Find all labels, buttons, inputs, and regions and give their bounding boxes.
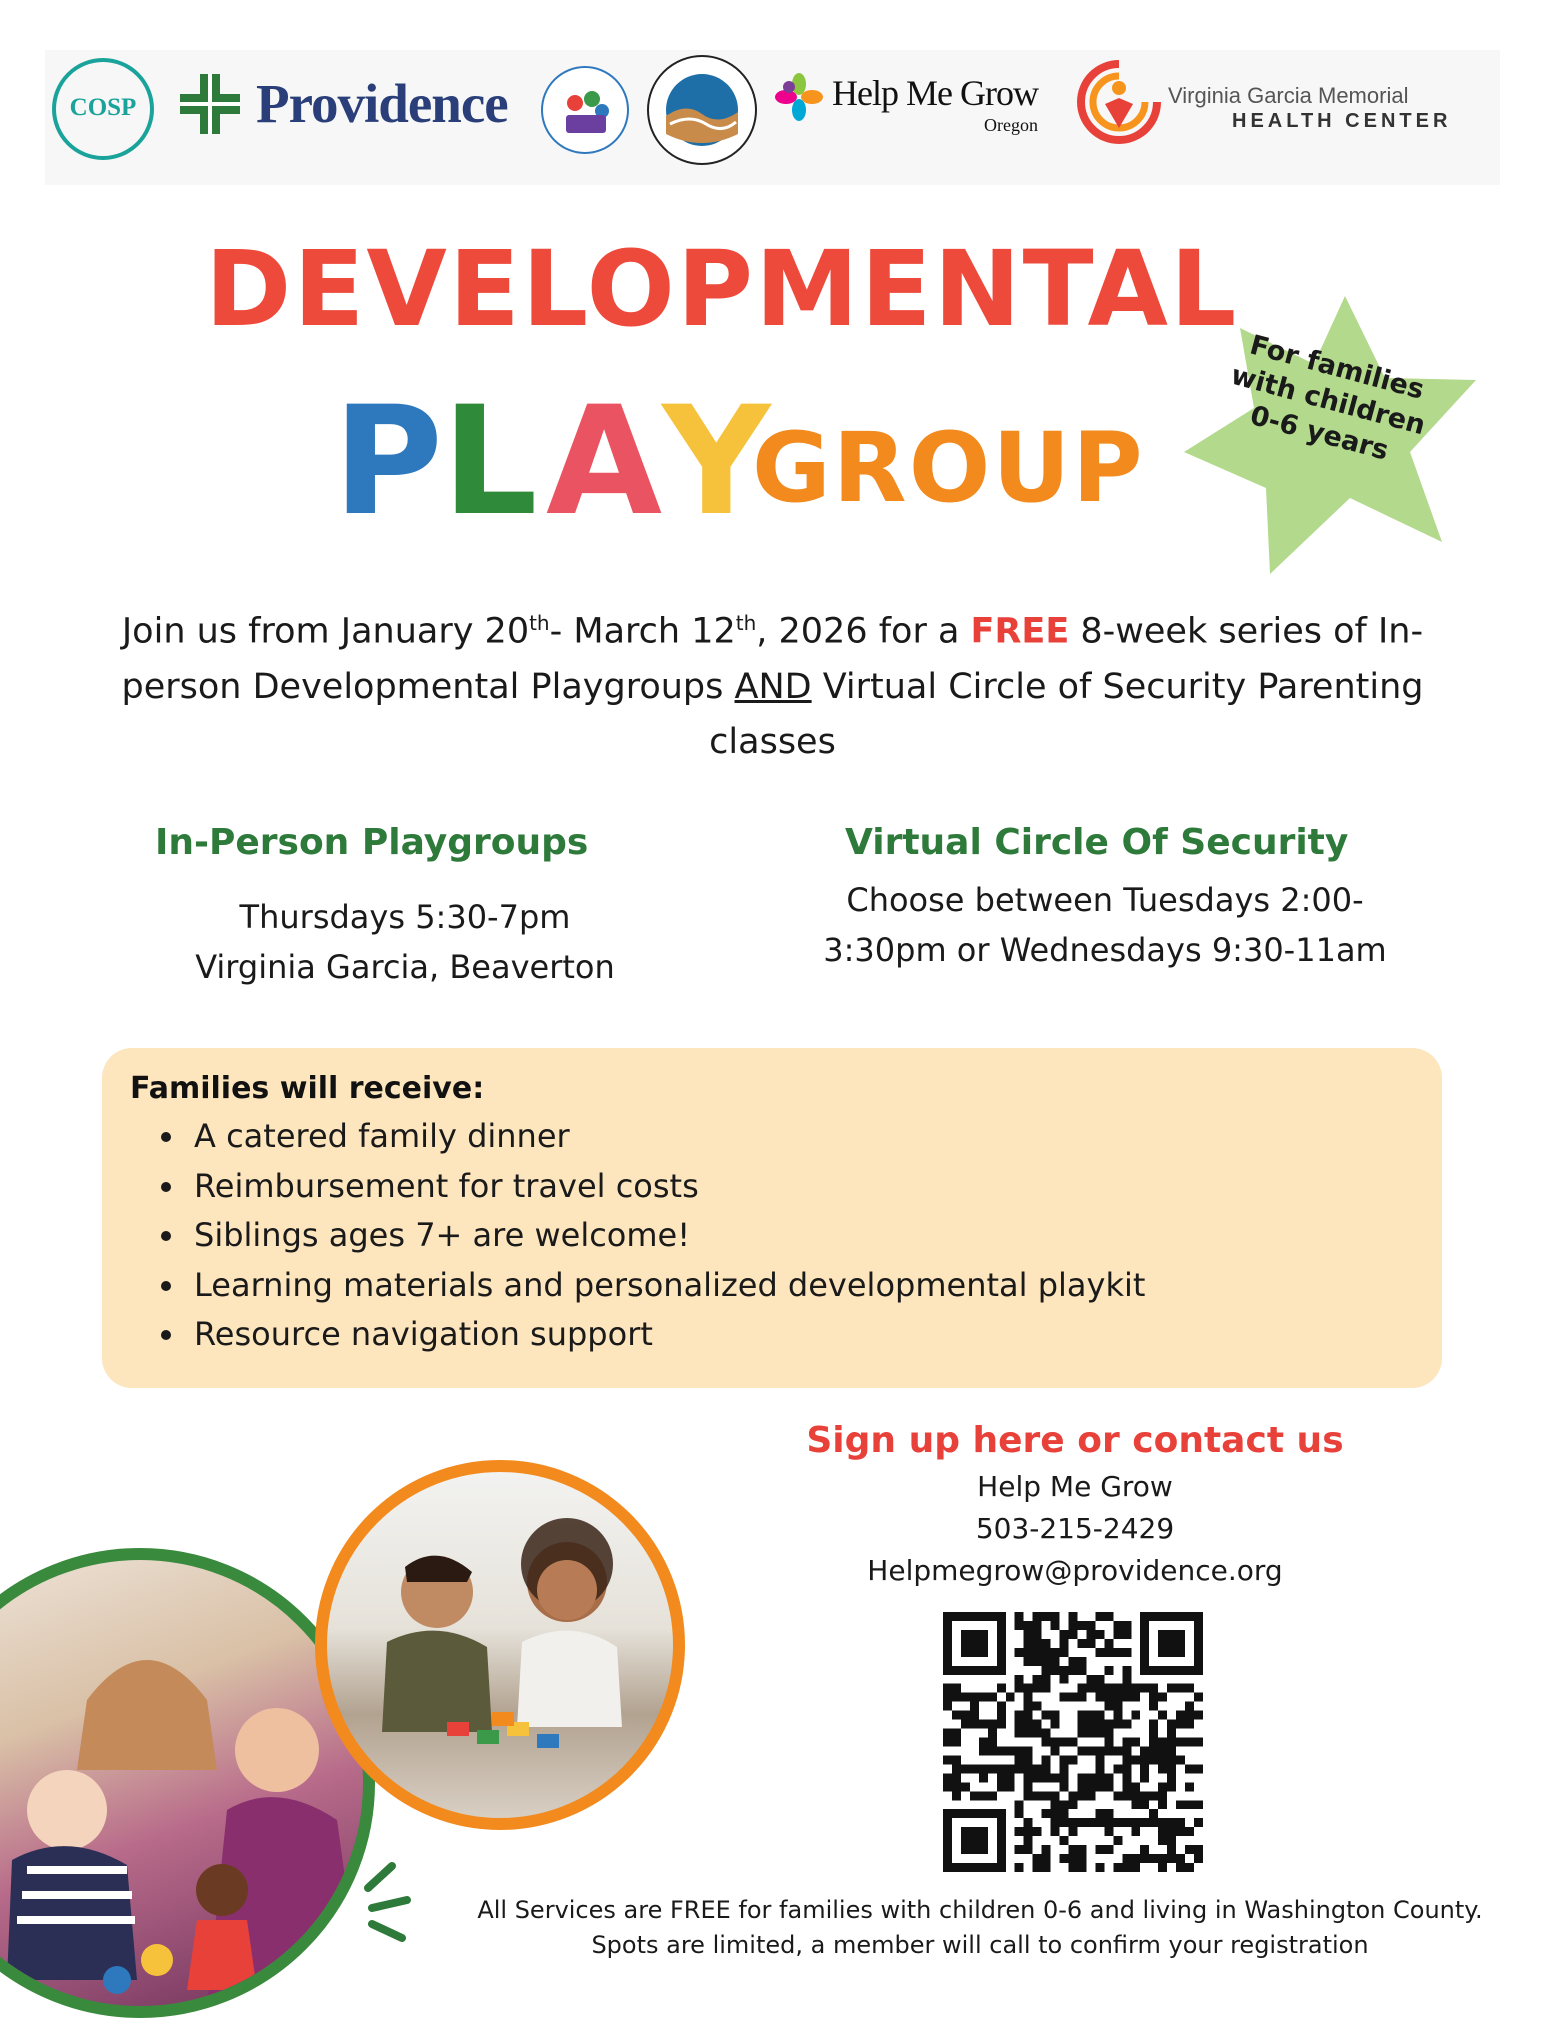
footer-line1: All Services are FREE for families with children 0-6 and living in Washington County. [477,1896,1483,1924]
washington-county-seal [646,54,758,166]
virginia-garcia-logo-line1: Virginia Garcia Memorial [1168,83,1409,108]
in-person-schedule: Thursdays 5:30-7pm [239,898,571,936]
photo-mothers-illustration [0,1560,363,2006]
providence-logo-text: Providence [256,73,508,134]
signup-heading: Sign up here or contact us [806,1420,1344,1461]
age-badge-text: For families with children 0-6 years [1227,329,1429,467]
in-person-location: Virginia Garcia, Beaverton [195,948,615,986]
footer-note [430,1893,1530,1963]
providence-cross-icon [178,72,242,136]
benefit-item: • Resource navigation support [188,1310,1145,1360]
in-person-details [140,892,670,992]
title-letter-l: L [442,375,538,549]
photo-kids-illustration [327,1472,673,1818]
title-developmental: DEVELOPMENTAL [205,228,1239,350]
benefit-item: • Learning materials and personalized developmental playkit [188,1261,1145,1311]
decorative-strokes-icon [352,1858,422,1958]
title-letter-a: A [546,375,663,549]
benefit-item: • Reimbursement for travel costs [188,1162,1145,1212]
help-me-grow-logo-text: Help Me Grow [832,73,1038,113]
virtual-schedule: Choose between Tuesdays 2:00-3:30pm or Wednesdays 9:30-11am [823,881,1387,969]
early-learning-washington-county-logo [540,65,630,155]
cosp-logo-text: COSP [69,94,137,121]
contact-name: Help Me Grow [977,1470,1173,1503]
virginia-garcia-logo-line2: HEALTH CENTER [1232,110,1452,132]
signup-qr-code[interactable] [943,1612,1203,1872]
virginia-garcia-logo-icon [1075,58,1163,146]
contact-info [760,1466,1390,1592]
contact-phone[interactable]: 503-215-2429 [975,1512,1175,1545]
free-highlight: FREE [970,611,1070,652]
in-person-heading: In-Person Playgroups [155,822,589,863]
benefit-item: • Siblings ages 7+ are welcome! [188,1211,1145,1261]
footer-line2: Spots are limited, a member will call to confirm your registration [591,1931,1369,1959]
contact-email[interactable]: Helpmegrow@providence.org [867,1554,1283,1587]
and-underlined: AND [734,666,812,707]
photo-kids-playing-blocks [315,1460,685,1830]
benefits-list [158,1112,1145,1360]
help-me-grow-flower-icon [774,72,824,122]
intro-paragraph: Join us from January 20th- March 12th, 2026 for a FREE 8-week series of In-person Developmental Playgroups AND Virtual Circle of Security Parenting classes [121,611,1424,762]
virtual-heading: Virtual Circle Of Security [845,822,1349,863]
benefits-title: Families will receive: [130,1071,485,1106]
help-me-grow-logo-subtitle: Oregon [984,115,1038,135]
title-letter-p: P [333,375,443,549]
title-letter-y: Y [662,375,771,549]
benefit-item: • A catered family dinner [188,1112,1145,1162]
title-group: GROUP [752,412,1145,524]
